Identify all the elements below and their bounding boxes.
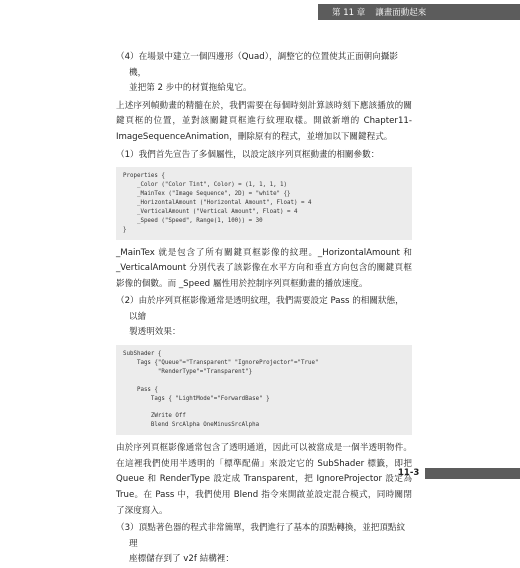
- explain1-paragraph: _MainTex 就是包含了所有關鍵頁框影像的紋理。_HorizontalAmount 和 _VerticalAmount 分別代表了該影像在水平方向和垂直方向包含的關鍵頁框影像的個數。而 _Speed 屬性用於控制序列頁框動畫的播放速度。: [116, 247, 412, 289]
- step4-line1: （4）在場景中建立一個四邊形（Quad），調整它的位置使其正面朝向攝影機，: [116, 52, 398, 78]
- page-body: [116, 50, 412, 568]
- chapter-title: 讓畫面動起來: [375, 8, 427, 18]
- page-footer: [398, 466, 520, 480]
- intro-paragraph: 上述序列幀動畫的精髓在於，我們需要在每個時刻計算該時刻下應該播放的關鍵頁框的位置，並對該關鍵頁框進行紋理取樣。開啟新增的 Chapter11-ImageSequenceAnimation，刪除原有的程式，並增加以下關鍵程式。: [116, 100, 412, 142]
- step4-line2: 並把第 2 步中的材質拖給鬼它。: [129, 83, 252, 94]
- step3-line1: （3）頂點著色器的程式非常簡單，我們進行了基本的頂點轉換，並把頂點紋理: [116, 523, 406, 549]
- subshader-code-block: SubShader { Tags {"Queue"="Transparent" "IgnoreProjector"="True" "RenderType"="Transparent"} Pass { Tags { "LightMode"="ForwardBase" } ZWrite Off Blend SrcAlpha OneMinusSrcAlpha: [116, 345, 412, 435]
- properties-code-block: Properties { _Color ("Color Tint", Color) = (1, 1, 1, 1) _MainTex ("Image Sequence", 2D) = "white" {} _HorizontalAmount ("Horizontal Amount", Float) = 4 _VerticalAmount ("Vertical Amount", Float) = 4 _Speed ("Speed", Range(1, 100)) = 30 }: [116, 167, 412, 239]
- chapter-number: 第 11 章: [332, 8, 366, 18]
- step2-line1: （2）由於序列頁框影像通常是透明紋理，我們需要設定 Pass 的相關狀態，以繪: [116, 296, 404, 322]
- explain2-paragraph: 由於序列頁框影像通常包含了透明通道，因此可以被當成是一個半透明物件。在這裡我們使用半透明的「標準配備」來設定它的 SubShader 標籤，即把 Queue 和 RenderType 設定成 Transparent，把 IgnoreProjector 設定為 True。在 Pass 中，我們使用 Blend 指令來開啟並設定混合模式，同時關閉了深度寫入。: [116, 443, 412, 516]
- chapter-header: [318, 4, 520, 20]
- step1-paragraph: （1）我們首先宣告了多個屬性，以設定該序列頁框動畫的相關參數：: [116, 149, 380, 160]
- page-number: 11-3: [398, 468, 420, 478]
- step3-line2: 座標儲存到了 v2f 結構裡：: [129, 554, 234, 565]
- step2-line2: 製透明效果：: [129, 327, 181, 338]
- footer-bar: [425, 468, 520, 479]
